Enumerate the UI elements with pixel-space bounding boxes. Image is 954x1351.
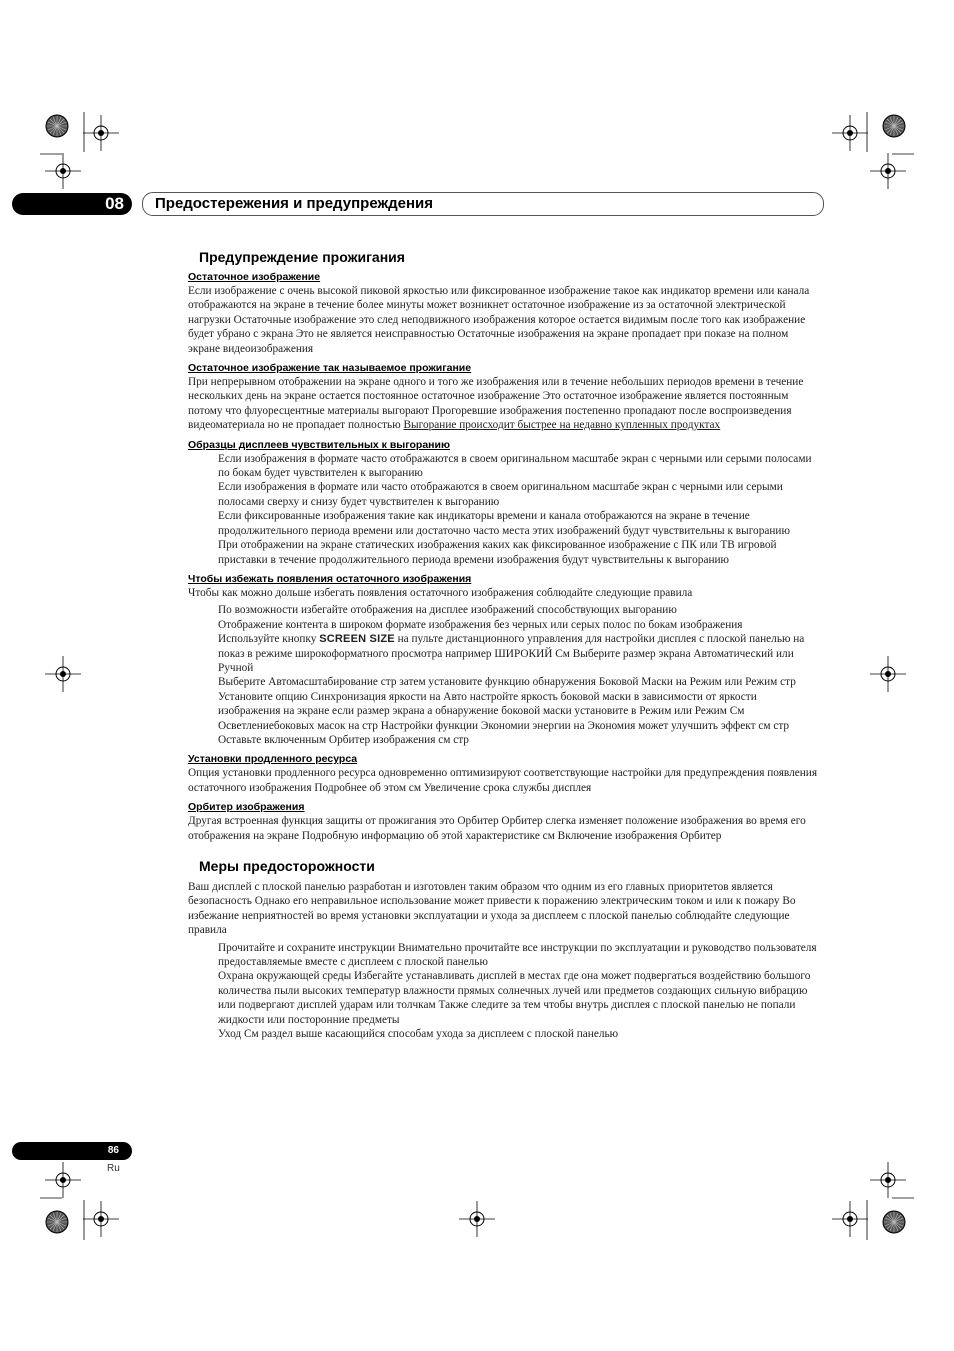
list-item: Если фиксированные изображения такие как индикаторы времени и канала отображаются на экране в течение продолжительного периода времени или достаточно часто места этих изображений будут чувствительны к выгоранию xyxy=(218,510,790,537)
list-item: Если изображения в формате или часто отображаются в своем оригинальном масштабе экран с черными или серыми полосами сверху и снизу будет чувствителен к выгоранию xyxy=(218,481,783,508)
list-item: Отображение контента в широком формате изображения без черных или серых полос по бокам изображения xyxy=(218,618,743,631)
list-item: По возможности избегайте отображения на дисплее изображений способствующих выгоранию xyxy=(218,604,677,617)
list-item: Установите опцию Синхронизация яркости на Авто настройте яркость боковой маски в зависимости от яркости изображения на экране если размер экрана а обнаружение боковой маски установите в Режим или Режим См Осветлениебоковых масок на стр Настройки функции Экономии энергии на Экономия может улучшить эффект см стр xyxy=(218,690,790,732)
list-item: При отображении на экране статических изображения каких как фиксированное изображение с ПК или ТВ игровой приставки в течение продолжительного периода времени изображения будут чувствительны к выгоранию xyxy=(218,539,777,566)
list-item-text: Используйте кнопку xyxy=(218,633,320,646)
section-title-burn-in: Предупреждение прожигания xyxy=(199,249,405,265)
list-item: Прочитайте и сохраните инструкции Внимательно прочитайте все инструкции по эксплуатации и руководство пользователя предоставляемые вместе с дисплеем с плоской панелью xyxy=(218,941,817,969)
chapter-title-box xyxy=(142,192,824,216)
subsection-title-avoid-afterimage: Чтобы избежать появления остаточного изображения xyxy=(188,572,472,585)
paragraph-afterimage: Если изображение с очень высокой пиковой яркостью или фиксированное изображение такое как индикатор времени или канала отображаются на экране в течение более минуты может возникнет остаточное изображение из за остаточной электрической нагрузки Остаточные изображение это след неподвижного изображения которое остается видимым после того как изображение будет убрано с экрана Это не является неисправностью Остаточные изображения на экране пропадает при показе на полном экране видеоизображения xyxy=(188,285,810,355)
paragraph-precautions-intro: Ваш дисплей с плоской панелью разработан и изготовлен таким образом что одним из его главных приоритетов является безопасность Однако его неправильное использование может привести к поражению электрическим током и или к пожару Во избежание неприятностей во время установки эксплуатации и ухода за дисплеем с плоской панелью соблюдайте следующие правила xyxy=(188,881,796,937)
subsection-title-burn-in-image: Остаточное изображение так называемое прожигание xyxy=(188,362,472,375)
paragraph-burn-in xyxy=(188,375,822,433)
paragraph-avoid-intro: Чтобы как можно дольше избегать появления остаточного изображения соблюдайте следующие правила xyxy=(188,586,693,599)
screen-size-key-label: SCREEN SIZE xyxy=(319,633,395,646)
paragraph-extended-life: Опция установки продленного ресурса одновременно оптимизируют соответствующие настройки для предупреждения появления остаточного изображения Подробнее об этом см Увеличение срока службы дисплея xyxy=(188,767,818,794)
list-item: Охрана окружающей среды Избегайте устанавливать дисплей в местах где она может подвергаться воздействию большого количества пыли высоких температур влажности прямых солнечных лучей или предметов создающих сильную вибрацию или подвергают дисплей ударам или толчкам Также следите за тем чтобы внутрь дисплея с плоской панелью не попали жидкости или посторонние предметы xyxy=(218,970,811,1026)
subsection-title-extended-life: Установки продленного ресурса xyxy=(188,753,358,766)
language-code: Ru xyxy=(107,1163,120,1174)
list-item xyxy=(218,632,822,675)
list-item: Уход См раздел выше касающийся способам ухода за дисплеем с плоской панелью xyxy=(218,1028,619,1041)
precautions-list xyxy=(218,941,822,1042)
subsection-title-afterimage: Остаточное изображение xyxy=(188,271,321,283)
chapter-header xyxy=(12,192,824,216)
subsection-title-orbiter: Орбитер изображения xyxy=(188,801,305,814)
subsection-title-sensitive-displays: Образцы дисплеев чувствительных к выгоранию xyxy=(188,438,450,451)
chapter-number: 08 xyxy=(12,193,132,215)
chapter-title: Предостережения и предупреждения xyxy=(155,195,433,212)
section-title-precautions: Меры предосторожности xyxy=(199,858,375,874)
paragraph-burn-in-underlined: Выгорание происходит быстрее на недавно купленных продуктах xyxy=(403,419,721,432)
page-number: 86 xyxy=(12,1142,132,1160)
sensitive-displays-list xyxy=(218,452,822,567)
page-content xyxy=(188,245,822,1043)
list-item: Если изображения в формате часто отображаются в своем оригинальном масштабе экран с черными или серыми полосами по бокам будет чувствителен к выгоранию xyxy=(218,452,812,480)
list-item: Выберите Автомасштабирование стр затем установите функцию обнаружения Боковой Маски на Режим или Режим стр xyxy=(218,676,796,689)
list-item: Оставьте включенным Орбитер изображения см стр xyxy=(218,733,469,746)
paragraph-orbiter: Другая встроенная функция защиты от прожигания это Орбитер Орбитер слегка изменяет положение изображения во время его отображения на экране Подробную информацию об этой характеристике см Включение изображения Орбитер xyxy=(188,815,806,842)
avoid-afterimage-list xyxy=(218,603,822,747)
paragraph-burn-in-text: При непрерывном отображении на экране одного и того же изображения или в течение небольших периодов времени в течение нескольких день на экране остается постоянное остаточное изображение Это остаточное изображение является постоянным потому что флуоресцентные материалы выгорают Прогоревшие изображения постепенно пропадают после воспроизведения видеоматериала но не пропадает полностью xyxy=(188,376,804,432)
list-item-text: на пульте дистанционного управления для настройки дисплея с плоской панелью на показ в режиме широкоформатного просмотра например ШИРОКИЙ См Выберите размер экрана Автоматический или Ручной xyxy=(218,633,805,674)
